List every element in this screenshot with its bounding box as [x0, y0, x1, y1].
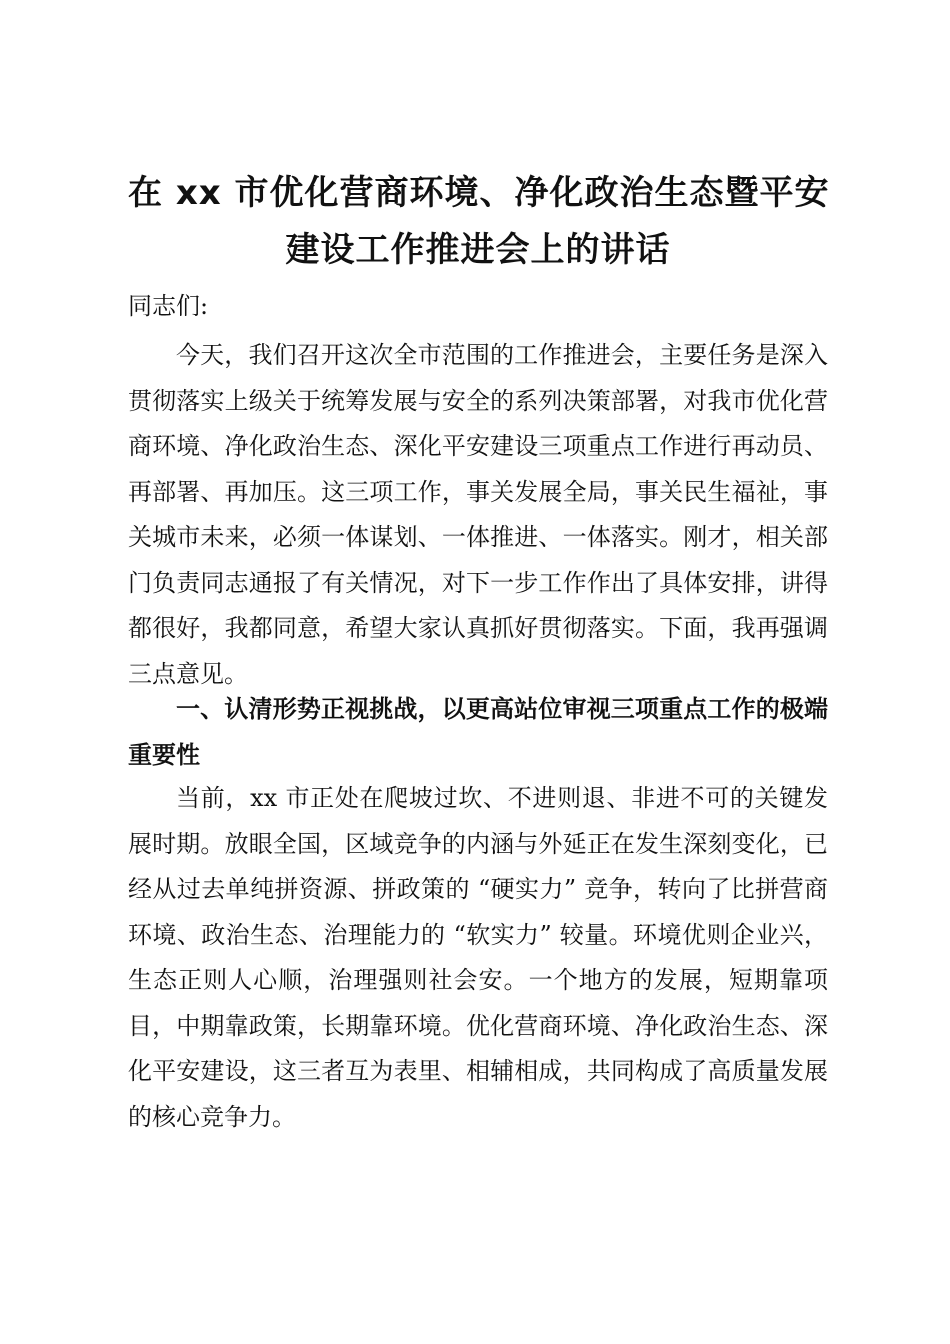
salutation: 同志们:: [128, 292, 209, 320]
document-title: [128, 165, 828, 279]
body-paragraph-situation: 当前，xx 市正处在爬坡过坎、不进则退、非进不可的关键发展时期。放眼全国，区域竞争的内涵与外延正在发生深刻变化，已经从过去单纯拼资源、拼政策的 “硬实力” 竞争，转向了比拼营商环境、政治生态、治理能力的 “软实力” 较量。环境优则企业兴，生态正则人心顺，治理强则社会安。一个地方的发展，短期靠项目，中期靠政策，长期靠环境。优化营商环境、净化政治生态、深化平安建设，这三者互为表里、相辅相成，共同构成了高质量发展的核心竞争力。: [128, 784, 828, 1131]
section-heading-1: 一、认清形势正视挑战，以更高站位审视三项重点工作的极端重要性: [128, 695, 828, 769]
title-line-2: 建设工作推进会上的讲话: [285, 230, 671, 270]
body-paragraph-intro: 今天，我们召开这次全市范围的工作推进会，主要任务是深入贯彻落实上级关于统筹发展与安全的系列决策部署，对我市优化营商环境、净化政治生态、深化平安建设三项重点工作进行再动员、再部署、再加压。这三项工作，事关发展全局，事关民生福祉，事关城市未来，必须一体谋划、一体推进、一体落实。刚才，相关部门负责同志通报了有关情况，对下一步工作作出了具体安排，讲得都很好，我都同意，希望大家认真抓好贯彻落实。下面，我再强调三点意见。: [128, 341, 828, 688]
title-line-1: 在 xx 市优化营商环境、净化政治生态暨平安: [128, 173, 830, 213]
